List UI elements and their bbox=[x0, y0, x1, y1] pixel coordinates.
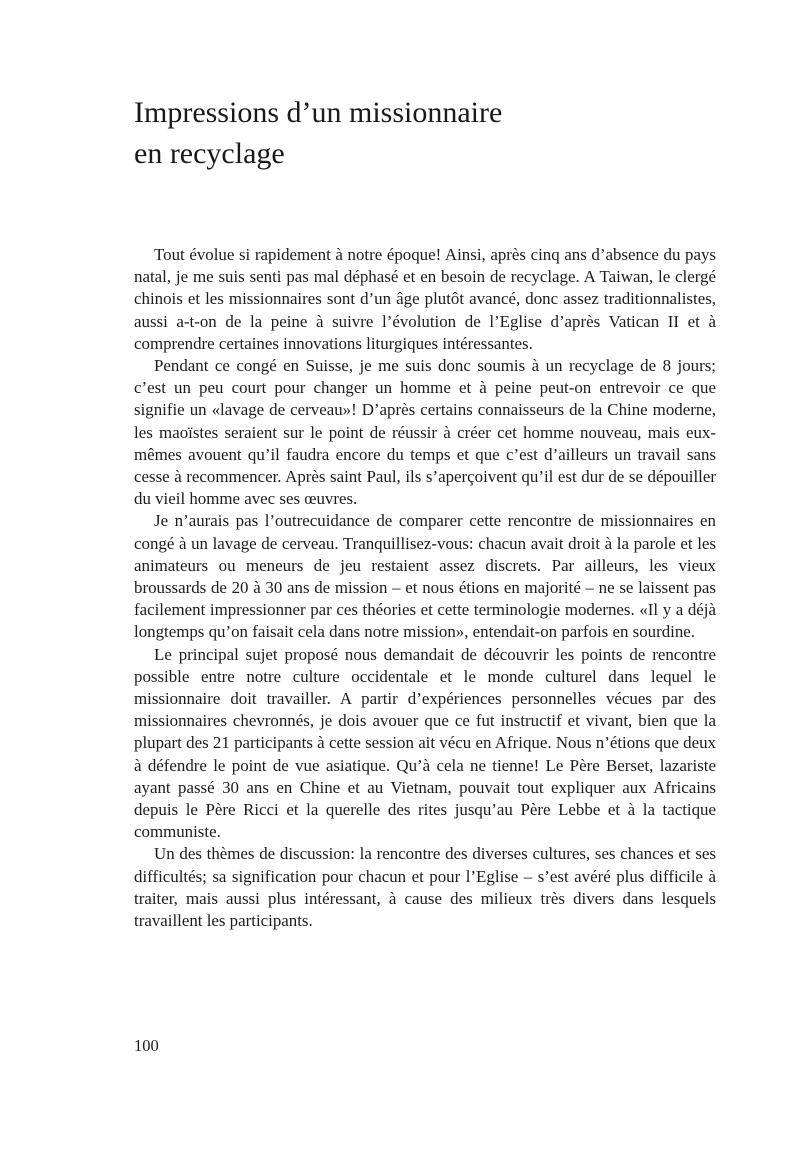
paragraph-5: Un des thèmes de discussion: la rencontre des diverses cultures, ses chances et ses difficultés; sa signification pour chacun et pour l’Eglise – s’est avéré plus difficile à traiter, mais aussi plus intéressant, à cause des milieux très divers dans lesquels travaillent les participants. bbox=[134, 844, 716, 931]
page-title bbox=[134, 92, 694, 174]
article-body bbox=[134, 244, 716, 932]
paragraph-1: Tout évolue si rapidement à notre époque! Ainsi, après cinq ans d’absence du pays natal, je me suis senti pas mal déphasé et en besoin de recyclage. A Taiwan, le clergé chinois et les missionnaires sont d’un âge plutôt avancé, donc assez traditionnalistes, aussi a-t-on de la peine à suivre l’évolution de l’Eglise d’après Vatican II et à comprendre certaines innovations liturgiques intéressantes. bbox=[134, 245, 716, 353]
paragraph-4: Le principal sujet proposé nous demandait de découvrir les points de rencontre possible entre notre culture occidentale et le monde culturel dans lequel le missionnaire doit travailler. A partir d’expériences personnelles vécues par des missionnaires chevronnés, je dois avouer que ce fut instructif et vivant, bien que la plupart des 21 participants à cette session ait vécu en Afrique. Nous n’étions que deux à défendre le point de vue asiatique. Qu’à cela ne tienne! Le Père Berset, lazariste ayant passé 30 ans en Chine et au Vietnam, pouvait tout expliquer aux Africains depuis le Père Ricci et la querelle des rites jusqu’au Père Lebbe et à la tactique communiste. bbox=[134, 644, 716, 842]
page-number: 100 bbox=[134, 1036, 159, 1055]
title-line-1: Impressions d’un missionnaire bbox=[134, 96, 503, 129]
paragraph-2: Pendant ce congé en Suisse, je me suis donc soumis à un recyclage de 8 jours; c’est un peu court pour changer un homme et à peine peut-on entrevoir ce que signifie un «lavage de cerveau»! D’après certains connaisseurs de la Chine moderne, les maoïstes seraient sur le point de réussir à créer cet homme nouveau, mais eux-mêmes avouent qu’il faudra encore du temps et que c’est d’ailleurs un travail sans cesse à recommencer. Après saint Paul, ils s’aperçoivent qu’il est dur de se dépouiller du vieil homme avec ses œuvres. bbox=[134, 356, 716, 509]
title-line-2: en recyclage bbox=[134, 137, 285, 170]
paragraph-3: Je n’aurais pas l’outrecuidance de comparer cette rencontre de missionnaires en congé à un lavage de cerveau. Tranquillisez-vous: chacun avait droit à la parole et les animateurs ou meneurs de jeu restaient assez discrets. Par ailleurs, les vieux broussards de 20 à 30 ans de mission – et nous étions en majorité – ne se laissent pas facilement impressionner par ces théories et cette terminologie modernes. «Il y a déjà longtemps qu’on faisait cela dans notre mission», entendait-on parfois en sourdine. bbox=[134, 511, 716, 642]
